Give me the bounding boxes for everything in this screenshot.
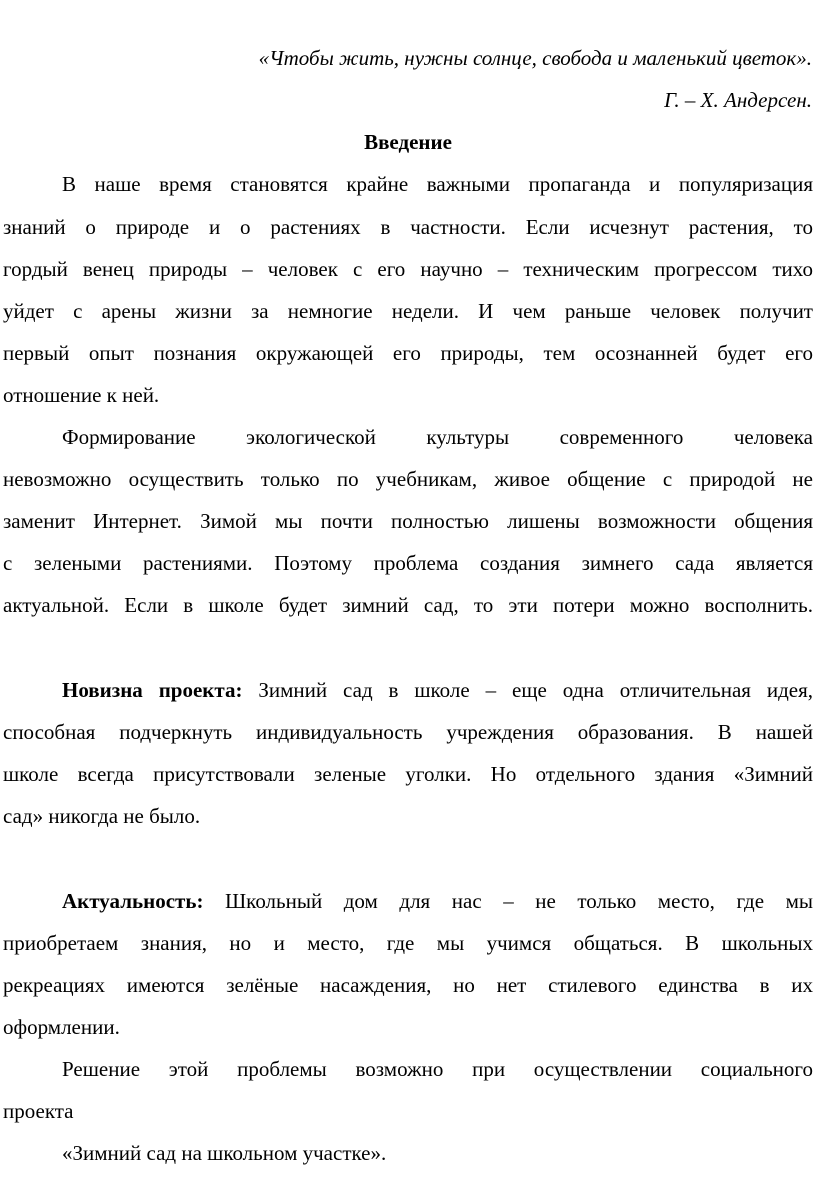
novelty-line-3: школе всегда присутствовали зеленые уголки. Но отдельного здания «Зимний: [3, 762, 813, 786]
relevance-line-1: [62, 888, 813, 914]
paragraph-2-line-1: Формирование экологической культуры современного человека: [62, 425, 813, 449]
relevance-text: Школьный дом для нас – не только место, где мы: [203, 889, 813, 913]
paragraph-1-line-1: В наше время становятся крайне важными пропаганда и популяризация: [62, 172, 813, 196]
novelty-text: Зимний сад в школе – еще одна отличительная идея,: [242, 678, 813, 702]
solution-line-1: Решение этой проблемы возможно при осуществлении социального: [62, 1057, 813, 1081]
epigraph-quote: «Чтобы жить, нужны солнце, свобода и маленький цветок».: [258, 46, 812, 70]
paragraph-1-line-6: отношение к ней.: [3, 383, 160, 407]
paragraph-1-line-4: уйдет с арены жизни за немногие недели. И чем раньше человек получит: [3, 299, 813, 323]
novelty-label: Новизна проекта:: [62, 678, 243, 702]
paragraph-1-line-5: первый опыт познания окружающей его природы, тем осознанней будет его: [3, 341, 813, 365]
relevance-line-3: рекреациях имеются зелёные насаждения, но нет стилевого единства в их: [3, 973, 813, 997]
project-title-line: «Зимний сад на школьном участке».: [62, 1141, 387, 1165]
novelty-line-1: [62, 677, 813, 703]
paragraph-2-line-3: заменит Интернет. Зимой мы почти полностью лишены возможности общения: [3, 509, 813, 533]
novelty-line-4: сад» никогда не было.: [3, 804, 201, 828]
epigraph-author: Г. – Х. Андерсен.: [664, 88, 812, 112]
paragraph-2-line-2: невозможно осуществить только по учебникам, живое общение с природой не: [3, 467, 813, 491]
relevance-line-4: оформлении.: [3, 1015, 120, 1039]
paragraph-2-line-4: с зелеными растениями. Поэтому проблема создания зимнего сада является: [3, 551, 813, 575]
section-heading: Введение: [364, 130, 452, 154]
solution-line-2: проекта: [3, 1099, 74, 1123]
paragraph-2-line-5: актуальной. Если в школе будет зимний сад, то эти потери можно восполнить.: [3, 593, 813, 617]
paragraph-1-line-3: гордый венец природы – человек с его научно – техническим прогрессом тихо: [3, 257, 813, 281]
relevance-label: Актуальность:: [62, 889, 204, 913]
relevance-line-2: приобретаем знания, но и место, где мы учимся общаться. В школьных: [3, 931, 813, 955]
novelty-line-2: способная подчеркнуть индивидуальность учреждения образования. В нашей: [3, 720, 813, 744]
paragraph-1-line-2: знаний о природе и о растениях в частности. Если исчезнут растения, то: [3, 215, 813, 239]
